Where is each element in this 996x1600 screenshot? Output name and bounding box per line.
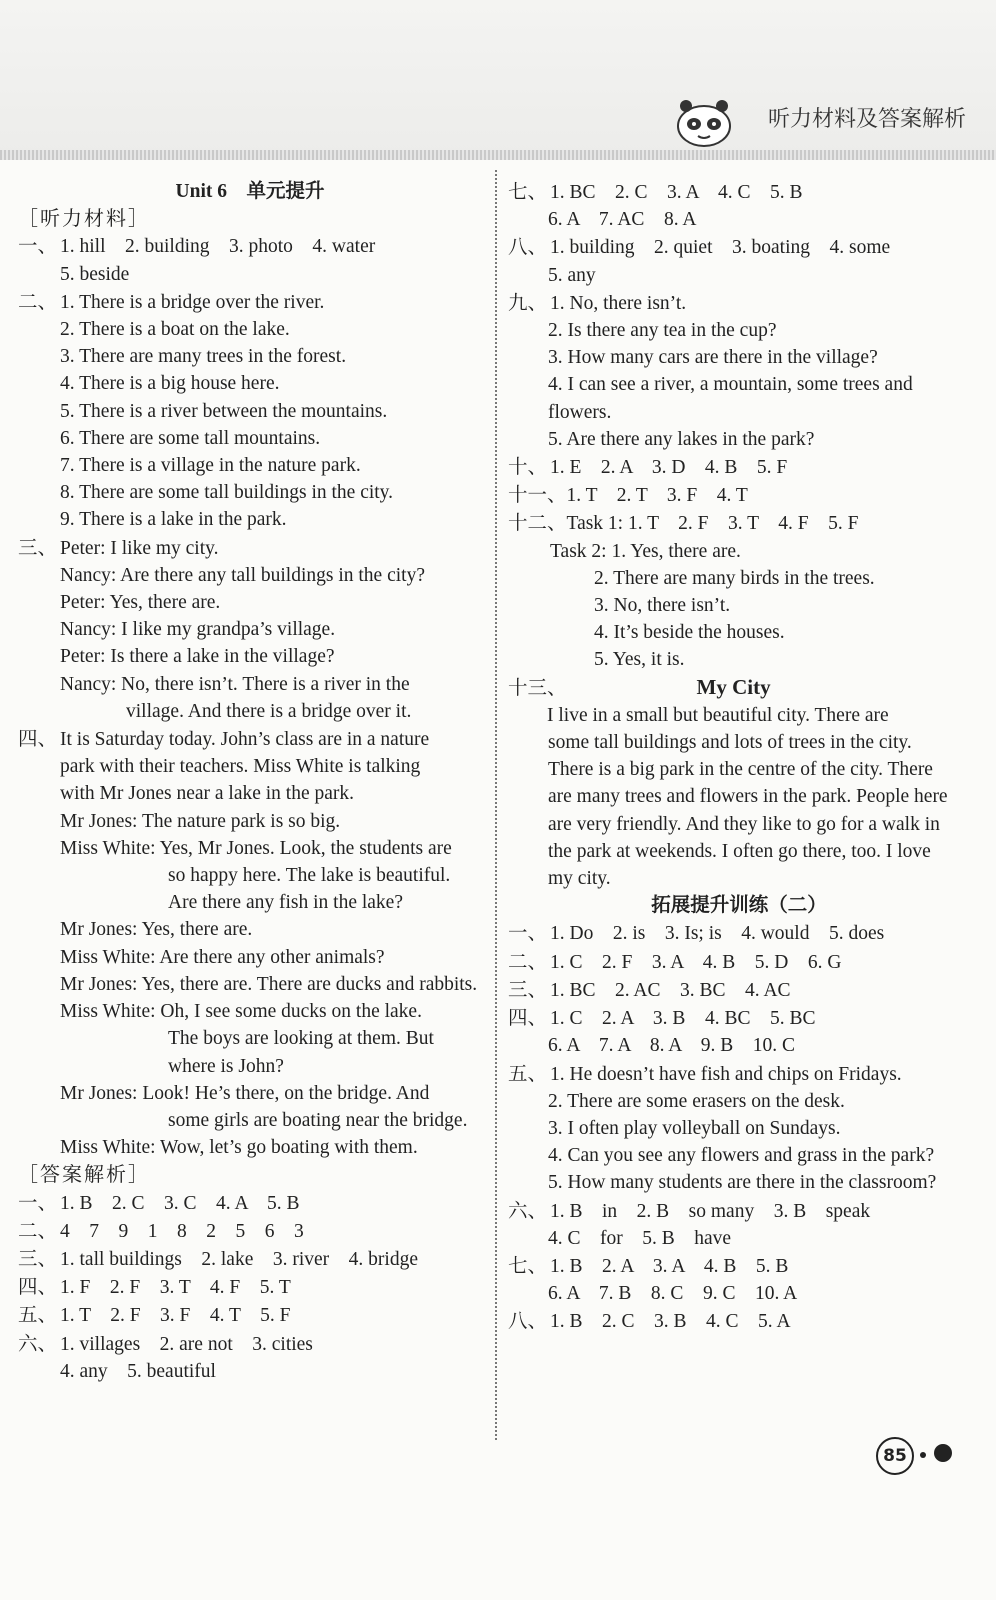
right-line (508, 206, 970, 233)
header-band (0, 150, 996, 160)
question-number: 四、 (508, 1006, 548, 1030)
line-text: park with their teachers. Miss White is talking (60, 756, 421, 778)
left-line (18, 1107, 482, 1134)
line-text: 1. B in 2. B so many 3. B speak (550, 1200, 871, 1222)
right-line (508, 1115, 970, 1142)
right-line (508, 1060, 970, 1088)
line-text: Mr Jones: Yes, there are. There are ducks and rabbits. (60, 973, 478, 995)
right-line (508, 756, 970, 783)
right-line (508, 1004, 970, 1032)
right-line (508, 646, 970, 673)
right-line (508, 1197, 970, 1225)
question-number: 五、 (508, 1061, 548, 1085)
left-column (18, 178, 482, 1385)
line-text: 3. There are many trees in the forest. (60, 346, 347, 368)
right-line (508, 399, 970, 426)
left-line (18, 698, 482, 725)
left-line (18, 506, 482, 533)
line-text: 2. There are some erasers on the desk. (548, 1090, 845, 1112)
line-text: Task 2: 1. Yes, there are. (550, 540, 741, 562)
left-line (18, 343, 482, 370)
line-text: Miss White: Wow, let’s go boating with them. (60, 1137, 418, 1159)
line-text: Mr Jones: Yes, there are. (60, 919, 253, 941)
footer-dot-large (934, 1444, 952, 1462)
left-line (18, 1245, 482, 1273)
right-line (508, 702, 970, 729)
page-header (0, 0, 996, 160)
right-line (508, 262, 970, 289)
line-text: Miss White: Yes, Mr Jones. Look, the students are (60, 837, 452, 859)
left-line (18, 1358, 482, 1385)
line-text: the park at weekends. I often go there, too. I love (548, 840, 931, 862)
essay-title: My City (696, 674, 771, 699)
left-line (18, 1025, 482, 1052)
right-line (508, 783, 970, 810)
line-text: 8. There are some tall buildings in the city. (60, 482, 394, 504)
left-line (18, 944, 482, 971)
left-line (18, 261, 482, 288)
left-line (18, 643, 482, 670)
line-text: 1. E 2. A 3. D 4. B 5. F (550, 457, 788, 479)
line-text: 3. No, there isn’t. (594, 595, 731, 617)
right-column (508, 178, 970, 1336)
line-text: 4. There is a big house here. (60, 373, 280, 395)
left-line (18, 1080, 482, 1107)
line-text: 1. C 2. F 3. A 4. B 5. D 6. G (550, 951, 842, 973)
right-line (508, 481, 970, 509)
line-text: 1. BC 2. AC 3. BC 4. AC (550, 979, 791, 1001)
line-text: 4 7 9 1 8 2 5 6 3 (60, 1220, 304, 1242)
line-text: ［听力材料］ (18, 206, 150, 231)
question-number: 二、 (18, 1218, 58, 1242)
left-line (18, 998, 482, 1025)
line-text: I live in a small but beautiful city. There are (508, 704, 889, 726)
line-text: where is John? (168, 1055, 284, 1077)
left-line (18, 808, 482, 835)
line-text: Nancy: I like my grandpa’s village. (60, 619, 336, 641)
question-number: 四、 (18, 1275, 58, 1299)
header-title: 听力材料及答案解析 (767, 107, 966, 132)
line-text: 1. building 2. quiet 3. boating 4. some (550, 237, 891, 259)
left-line (18, 398, 482, 425)
right-line (508, 674, 970, 702)
line-text: 4. C for 5. B have (548, 1227, 732, 1249)
line-text: some tall buildings and lots of trees in the city. (548, 732, 912, 754)
left-line (18, 534, 482, 562)
question-number: 十、 (508, 455, 548, 479)
line-text: 5. How many students are there in the classroom? (548, 1172, 937, 1194)
line-text: 1. B 2. C 3. C 4. A 5. B (60, 1192, 300, 1214)
left-line (18, 562, 482, 589)
page-number: 85 (876, 1437, 914, 1475)
right-line (508, 838, 970, 865)
line-text: The boys are looking at them. But (168, 1028, 434, 1050)
right-line (508, 178, 970, 206)
right-line (508, 976, 970, 1004)
line-text: 1. B 2. C 3. B 4. C 5. A (550, 1311, 791, 1333)
right-line (508, 344, 970, 371)
line-text: some girls are boating near the bridge. (168, 1109, 468, 1131)
line-text: Are there any fish in the lake? (168, 892, 403, 914)
line-text: 5. Yes, it is. (594, 649, 685, 671)
right-line (508, 1252, 970, 1280)
line-text: Miss White: Oh, I see some ducks on the lake. (60, 1001, 422, 1023)
left-line (18, 916, 482, 943)
right-line (508, 426, 970, 453)
right-line (508, 371, 970, 398)
line-text: are very friendly. And they like to go for a walk in (548, 813, 940, 835)
question-number: 二、 (508, 949, 548, 973)
line-text: Peter: I like my city. (60, 537, 219, 559)
question-number: 三、 (508, 977, 548, 1001)
right-line (508, 1225, 970, 1252)
question-number: 七、 (508, 180, 548, 203)
right-line (508, 289, 970, 317)
right-line (508, 565, 970, 592)
line-text: 3. I often play volleyball on Sundays. (548, 1117, 841, 1139)
line-text: 6. A 7. B 8. C 9. C 10. A (548, 1283, 798, 1305)
left-line (18, 479, 482, 506)
line-text: 6. A 7. A 8. A 9. B 10. C (548, 1035, 796, 1057)
left-line (18, 616, 482, 643)
right-line (508, 919, 970, 947)
question-number: 五、 (18, 1303, 58, 1327)
right-line (508, 538, 970, 565)
line-text: 5. There is a river between the mountains. (60, 400, 388, 422)
line-text: 1. He doesn’t have fish and chips on Fridays. (550, 1063, 902, 1085)
line-text: 9. There is a lake in the park. (60, 509, 287, 531)
line-text: 1. T 2. T 3. F 4. T (566, 485, 748, 507)
left-line (18, 753, 482, 780)
left-line (18, 835, 482, 862)
column-divider (495, 170, 497, 1440)
line-text: There is a big park in the centre of the city. There (548, 759, 933, 781)
line-text: ［答案解析］ (18, 1162, 150, 1187)
left-line (18, 671, 482, 698)
line-text: so happy here. The lake is beautiful. (168, 865, 451, 887)
line-text: 5. Are there any lakes in the park? (548, 428, 815, 450)
line-text: 4. Can you see any flowers and grass in the park? (548, 1145, 935, 1167)
line-text: 拓展提升训练（二） (651, 895, 827, 917)
line-text: 3. How many cars are there in the village? (548, 347, 878, 369)
left-line (18, 725, 482, 753)
question-number: 二、 (18, 289, 58, 313)
line-text: 1. Do 2. is 3. Is; is 4. would 5. does (550, 923, 885, 945)
line-text: 4. It’s beside the houses. (594, 622, 785, 644)
question-number: 一、 (508, 921, 548, 945)
left-line (18, 589, 482, 616)
question-number: 八、 (508, 235, 548, 259)
question-number: 十三、 (508, 675, 567, 699)
right-line (508, 1169, 970, 1196)
line-text: 1. T 2. F 3. F 4. T 5. F (60, 1305, 291, 1327)
line-text: Peter: Yes, there are. (60, 592, 221, 614)
left-line (18, 862, 482, 889)
line-text: 6. A 7. AC 8. A (548, 209, 697, 231)
line-text: 2. There is a boat on the lake. (60, 319, 290, 341)
line-text: Peter: Is there a lake in the village? (60, 646, 335, 668)
line-text: 2. There are many birds in the trees. (594, 567, 875, 589)
right-line (508, 729, 970, 756)
question-number: 七、 (508, 1253, 548, 1277)
question-number: 六、 (18, 1331, 58, 1355)
line-text: Nancy: Are there any tall buildings in the city? (60, 564, 425, 586)
line-text: with Mr Jones near a lake in the park. (60, 783, 355, 805)
right-line (508, 619, 970, 646)
line-text: are many trees and flowers in the park. People here (548, 786, 948, 808)
line-text: 6. There are some tall mountains. (60, 427, 321, 449)
right-line (508, 1280, 970, 1307)
left-line (18, 1134, 482, 1161)
right-line (508, 1307, 970, 1335)
question-number: 一、 (18, 234, 58, 258)
right-line (508, 892, 970, 919)
right-line (508, 509, 970, 537)
line-text: 1. tall buildings 2. lake 3. river 4. bridge (60, 1248, 418, 1270)
footer-dot-small (920, 1452, 926, 1458)
left-line (18, 1217, 482, 1245)
line-text: 7. There is a village in the nature park. (60, 455, 361, 477)
line-text: 4. I can see a river, a mountain, some trees and (548, 374, 913, 396)
line-text: 1. hill 2. building 3. photo 4. water (60, 236, 376, 258)
question-number: 三、 (18, 535, 58, 559)
question-number: 三、 (18, 1246, 58, 1270)
left-line (18, 1161, 482, 1188)
line-text: 5. beside (60, 263, 130, 285)
left-line (18, 288, 482, 316)
question-number: 九、 (508, 290, 548, 314)
left-line (18, 232, 482, 260)
right-line (508, 811, 970, 838)
question-number: 六、 (508, 1198, 548, 1222)
line-text: Task 1: 1. T 2. F 3. T 4. F 5. F (566, 513, 859, 535)
right-line (508, 592, 970, 619)
line-text: Mr Jones: The nature park is so big. (60, 810, 341, 832)
line-text: 1. F 2. F 3. T 4. F 5. T (60, 1277, 291, 1299)
right-line (508, 1088, 970, 1115)
left-line (18, 370, 482, 397)
panda-mascot-icon (672, 96, 736, 148)
question-number: 十一、 (508, 483, 567, 507)
line-text: It is Saturday today. John’s class are in a nature (60, 729, 430, 751)
line-text: 2. Is there any tea in the cup? (548, 320, 777, 342)
line-text: 4. any 5. beautiful (60, 1360, 216, 1382)
right-line (508, 948, 970, 976)
line-text: village. And there is a bridge over it. (126, 700, 412, 722)
line-text: Miss White: Are there any other animals? (60, 946, 385, 968)
line-text: 1. No, there isn’t. (550, 292, 687, 314)
left-line (18, 889, 482, 916)
line-text: Nancy: No, there isn’t. There is a river in the (60, 673, 410, 695)
line-text: 1. BC 2. C 3. A 4. C 5. B (550, 182, 803, 203)
right-line (508, 317, 970, 344)
line-text: 1. There is a bridge over the river. (60, 291, 325, 313)
question-number: 八、 (508, 1309, 548, 1333)
left-line (18, 205, 482, 232)
left-line (18, 1053, 482, 1080)
right-line (508, 233, 970, 261)
left-line (18, 780, 482, 807)
left-line (18, 1189, 482, 1217)
question-number: 十二、 (508, 511, 567, 535)
left-line (18, 1330, 482, 1358)
line-text: 5. any (548, 264, 596, 286)
left-line (18, 178, 482, 205)
left-line (18, 316, 482, 343)
left-line (18, 452, 482, 479)
line-text: 1. C 2. A 3. B 4. BC 5. BC (550, 1008, 816, 1030)
line-text: Mr Jones: Look! He’s there, on the bridge. And (60, 1082, 430, 1104)
line-text: my city. (548, 868, 611, 890)
line-text: 1. villages 2. are not 3. cities (60, 1333, 313, 1355)
right-line (508, 1142, 970, 1169)
line-text: Unit 6 单元提升 (175, 181, 325, 202)
line-text: 1. B 2. A 3. A 4. B 5. B (550, 1255, 789, 1277)
left-line (18, 425, 482, 452)
line-text: flowers. (548, 401, 612, 423)
left-line (18, 1273, 482, 1301)
right-line (508, 1032, 970, 1059)
left-line (18, 971, 482, 998)
question-number: 一、 (18, 1190, 58, 1214)
right-line (508, 453, 970, 481)
left-line (18, 1301, 482, 1329)
right-line (508, 865, 970, 892)
question-number: 四、 (18, 727, 58, 751)
